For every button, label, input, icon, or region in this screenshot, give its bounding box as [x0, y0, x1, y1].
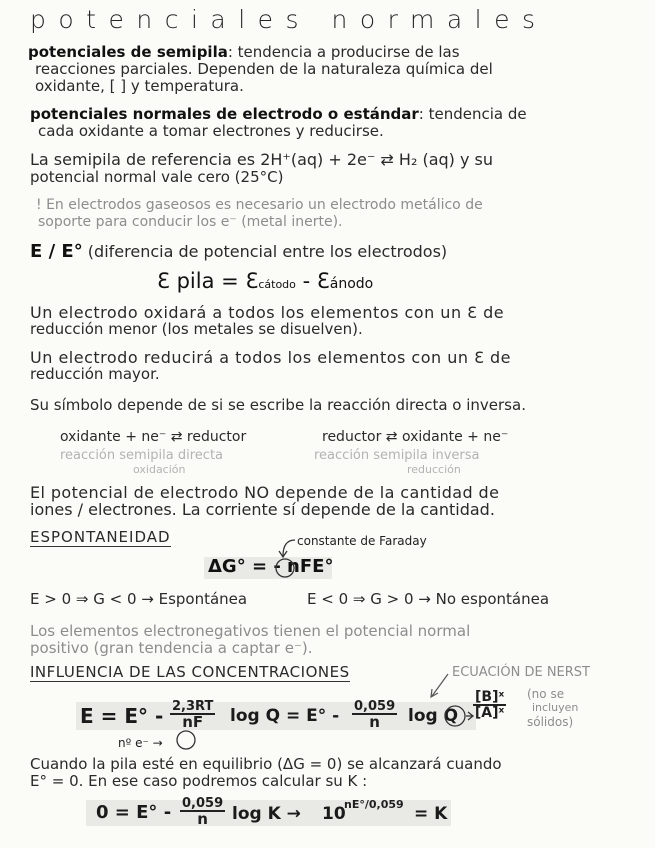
q-note3: sólidos) [527, 715, 574, 729]
k-lhs: 0 = E° - [96, 802, 172, 823]
q-note1: (no se [527, 687, 565, 701]
diferencia-text: (diferencia de potencial entre los electrodos) [87, 242, 448, 261]
electroneg-line2: positivo (gran tendencia a captar e⁻). [30, 639, 313, 657]
nernst-arrow [432, 674, 448, 696]
electrodo-line2: cada oxidante a tomar electrones y reducirse. [38, 122, 384, 140]
diferencia-label: E / E° [30, 241, 83, 262]
reaccion-inversa: reductor ⇄ oxidante + ne⁻ [322, 429, 509, 445]
semipila-term: potenciales de semipila [28, 43, 228, 61]
k-frac-den: n [197, 810, 208, 828]
frac2-den: n [369, 713, 380, 731]
q-circle [445, 706, 465, 726]
frac1-den: nF [182, 713, 204, 731]
k-mid: log K → [232, 804, 301, 824]
reaccion-directa-label2: oxidación [133, 463, 186, 476]
semipila-line2: reacciones parciales. Dependen de la naturaleza química del [35, 60, 493, 78]
equilibrio-line2: E° = 0. En ese caso podremos calcular su K : [30, 772, 368, 790]
influencia-heading: INFLUENCIA DE LAS CONCENTRACIONES [30, 663, 350, 681]
frac2-num: 0,059 [354, 699, 396, 714]
reduce-line2: reducción mayor. [30, 365, 160, 383]
reduce-line1: Un electrodo reducirá a todos los elementos con un Ɛ de [30, 348, 512, 367]
k-ten: 10 [322, 804, 346, 824]
k-exponent: nE°/0,059 [344, 798, 404, 811]
no-espontanea-condition: E < 0 ⇒ G > 0 → No espontánea [307, 590, 550, 608]
equilibrio-line1: Cuando la pila esté en equilibrio (ΔG = 0) se alcanzará cuando [30, 755, 502, 773]
nernst-label: ECUACIÓN DE NERST [452, 665, 590, 680]
f-circle [276, 559, 294, 577]
referencia-line1: La semipila de referencia es 2H⁺(aq) + 2e⁻ ⇄ H₂ (aq) y su [30, 150, 494, 169]
reaccion-inversa-label2: reducción [407, 463, 461, 476]
ne-note: nº e⁻ → [118, 736, 163, 750]
page-title: potenciales normales [30, 5, 548, 34]
nernst-logq: log Q [408, 706, 459, 726]
gaseosos-line2: soporte para conducir los e⁻ (metal inerte). [38, 214, 343, 230]
espontaneidad-heading: ESPONTANEIDAD [30, 528, 171, 546]
electroneg-line1: Los elementos electronegativos tienen el potencial normal [30, 622, 471, 640]
epila-term2-sub: ánodo [329, 276, 374, 292]
semipila-text1: : tendencia a producirse de las [227, 43, 460, 61]
q-num: [B]ˣ [475, 689, 505, 705]
epila-minus: - [302, 269, 311, 293]
epila-term2: Ɛ [316, 269, 330, 293]
cantidad-line2: iones / electrones. La corriente sí depende de la cantidad. [30, 500, 495, 519]
reaccion-directa-label: reacción semipila directa [60, 448, 224, 463]
reaccion-inversa-label: reacción semipila inversa [314, 448, 480, 463]
epila-lhs: Ɛ pila [157, 269, 215, 293]
electrodo-term: potenciales normales de electrodo o estándar [30, 105, 419, 123]
cantidad-line1: El potencial de electrodo NO depende de la cantidad de [30, 483, 500, 502]
nernst-lhs: E = E° - [80, 704, 164, 728]
epila-eq: = [221, 269, 239, 293]
nf-circle [177, 731, 195, 749]
referencia-line2: potencial normal vale cero (25°C) [30, 168, 284, 186]
gaseosos-line1: ! En electrodos gaseosos es necesario un electrodo metálico de [36, 197, 483, 213]
simbolo-line: Su símbolo depende de si se escribe la reacción directa o inversa. [30, 396, 526, 414]
k-end: = K [414, 804, 448, 824]
epila-term1-sub: cátodo [258, 278, 296, 291]
epila-term1: Ɛ [245, 269, 259, 293]
q-den: [A]ˣ [474, 705, 505, 721]
espontanea-condition: E > 0 ⇒ G < 0 → Espontánea [30, 590, 248, 608]
semipila-line3: oxidante, [ ] y temperatura. [35, 77, 244, 95]
electrodo-text1: : tendencia de [418, 105, 527, 123]
k-frac-num: 0,059 [182, 796, 224, 811]
gibbs-formula: ΔG° = - nFE° [208, 556, 334, 577]
nernst-mid: log Q = E° - [230, 706, 340, 726]
faraday-note: constante de Faraday [297, 534, 427, 548]
q-note2: incluyen [532, 701, 579, 714]
frac1-num: 2,3RT [172, 699, 214, 714]
oxida-line2: reducción menor (los metales se disuelven). [30, 320, 363, 338]
oxida-line1: Un electrodo oxidará a todos los elementos con un Ɛ de [30, 303, 505, 322]
reaccion-directa: oxidante + ne⁻ ⇄ reductor [60, 429, 247, 445]
